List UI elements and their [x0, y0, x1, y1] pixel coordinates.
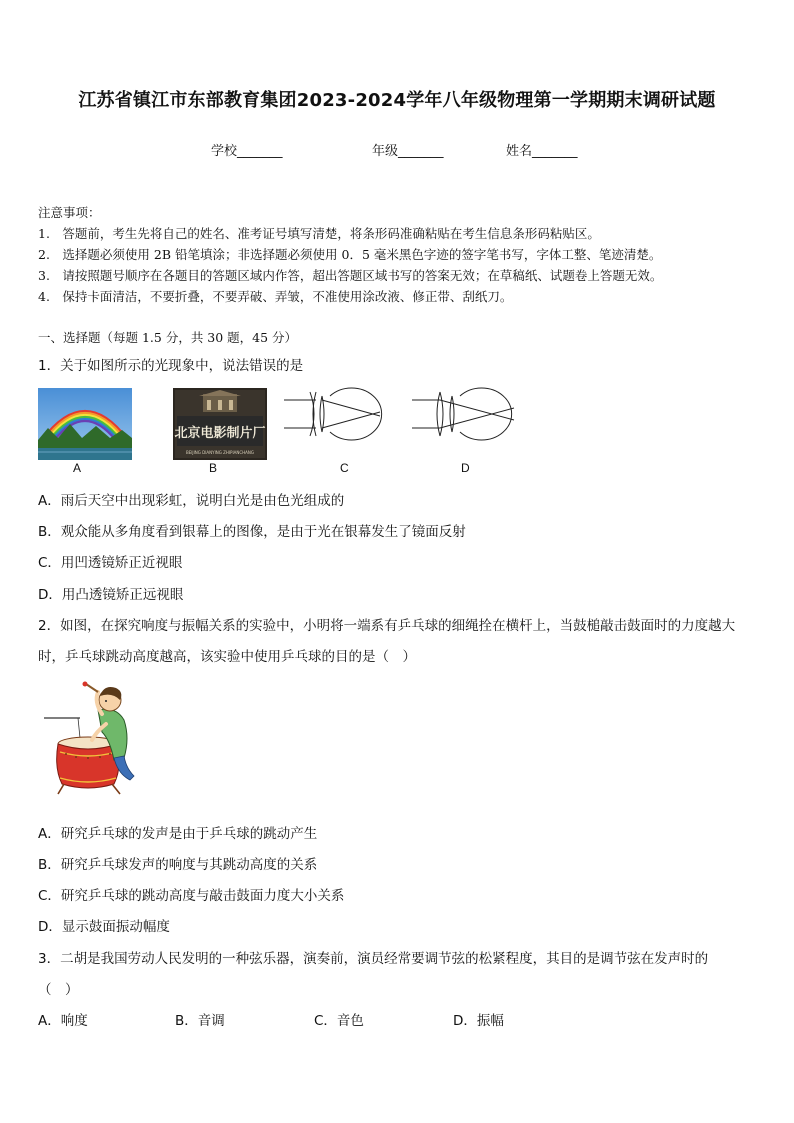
question-1-option-c: C．用凹透镜矫正近视眼	[38, 555, 183, 571]
section-heading: 一、选择题（每题 1.5 分，共 30 题，45 分）	[38, 330, 298, 345]
question-3-stem-line-2: （ ）	[38, 982, 79, 998]
name-field: 姓名_______	[506, 144, 578, 159]
figure-label-c: C	[340, 461, 349, 475]
question-2-stem-line-1: 2．如图，在探究响度与振幅关系的实验中，小明将一端系有乒乓球的细绳拴在横杆上，当鼓槌敲击鼓面时的力度越大	[38, 618, 736, 634]
film-studio-sign-text: 北京电影制片厂	[174, 426, 266, 441]
boy-drumming-illustration	[40, 680, 140, 796]
rainbow-image	[38, 388, 132, 460]
film-studio-sign-subtext: BEIJING DIANYING ZHIPIANCHANG	[185, 450, 255, 455]
school-field: 学校_______	[211, 144, 283, 159]
question-2-option-d: D．显示鼓面振动幅度	[38, 919, 170, 935]
question-3-stem-line-1: 3．二胡是我国劳动人民发明的一种弦乐器，演奏前，演员经常要调节弦的松紧程度，其目的是调节弦在发声时的	[38, 951, 709, 967]
question-3-option-c: C．音色	[314, 1013, 364, 1029]
question-1-stem: 1．关于如图所示的光现象中，说法错误的是	[38, 358, 304, 374]
figure-label-b: B	[209, 461, 218, 475]
notice-item-3: 3. 请按照题号顺序在各题目的答题区域内作答，超出答题区域书写的答案无效；在草稿纸、试题卷上答题无效。	[38, 268, 663, 283]
notice-item-2: 2. 选择题必须使用 2B 铅笔填涂；非选择题必须使用 0．5 毫米黑色字迹的签字笔书写，字体工整、笔迹清楚。	[38, 247, 662, 262]
question-2-option-b: B．研究乒乓球发声的响度与其跳动高度的关系	[38, 857, 318, 873]
question-3-option-b: B．音调	[175, 1013, 225, 1029]
eye-concave-lens-diagram	[282, 386, 390, 448]
film-studio-sign-image	[173, 388, 267, 460]
eye-convex-lens-diagram	[410, 386, 522, 448]
question-1-option-a: A．雨后天空中出现彩虹，说明白光是由色光组成的	[38, 493, 345, 509]
grade-field: 年级_______	[372, 144, 444, 159]
question-2-option-a: A．研究乒乓球的发声是由于乒乓球的跳动产生	[38, 826, 318, 842]
page-title: 江苏省镇江市东部教育集团2023-2024学年八年级物理第一学期期末调研试题	[78, 90, 716, 111]
question-1-option-b: B．观众能从多角度看到银幕上的图像，是由于光在银幕发生了镜面反射	[38, 524, 466, 540]
question-2-option-c: C．研究乒乓球的跳动高度与敲击鼓面力度大小关系	[38, 888, 345, 904]
notice-heading: 注意事项：	[38, 205, 101, 220]
question-3-option-a: A．响度	[38, 1013, 88, 1029]
question-2-stem-line-2: 时，乒乓球跳动高度越高，该实验中使用乒乓球的目的是（ ）	[38, 649, 416, 665]
question-1-option-d: D．用凸透镜矫正远视眼	[38, 587, 184, 603]
question-3-option-d: D．振幅	[453, 1013, 504, 1029]
figure-label-a: A	[73, 461, 82, 475]
notice-item-1: 1. 答题前，考生先将自己的姓名、准考证号填写清楚，将条形码准确粘贴在考生信息条形码粘贴区。	[38, 226, 600, 241]
figure-label-d: D	[461, 461, 470, 475]
notice-item-4: 4. 保持卡面清洁，不要折叠，不要弄破、弄皱，不准使用涂改液、修正带、刮纸刀。	[38, 289, 513, 304]
